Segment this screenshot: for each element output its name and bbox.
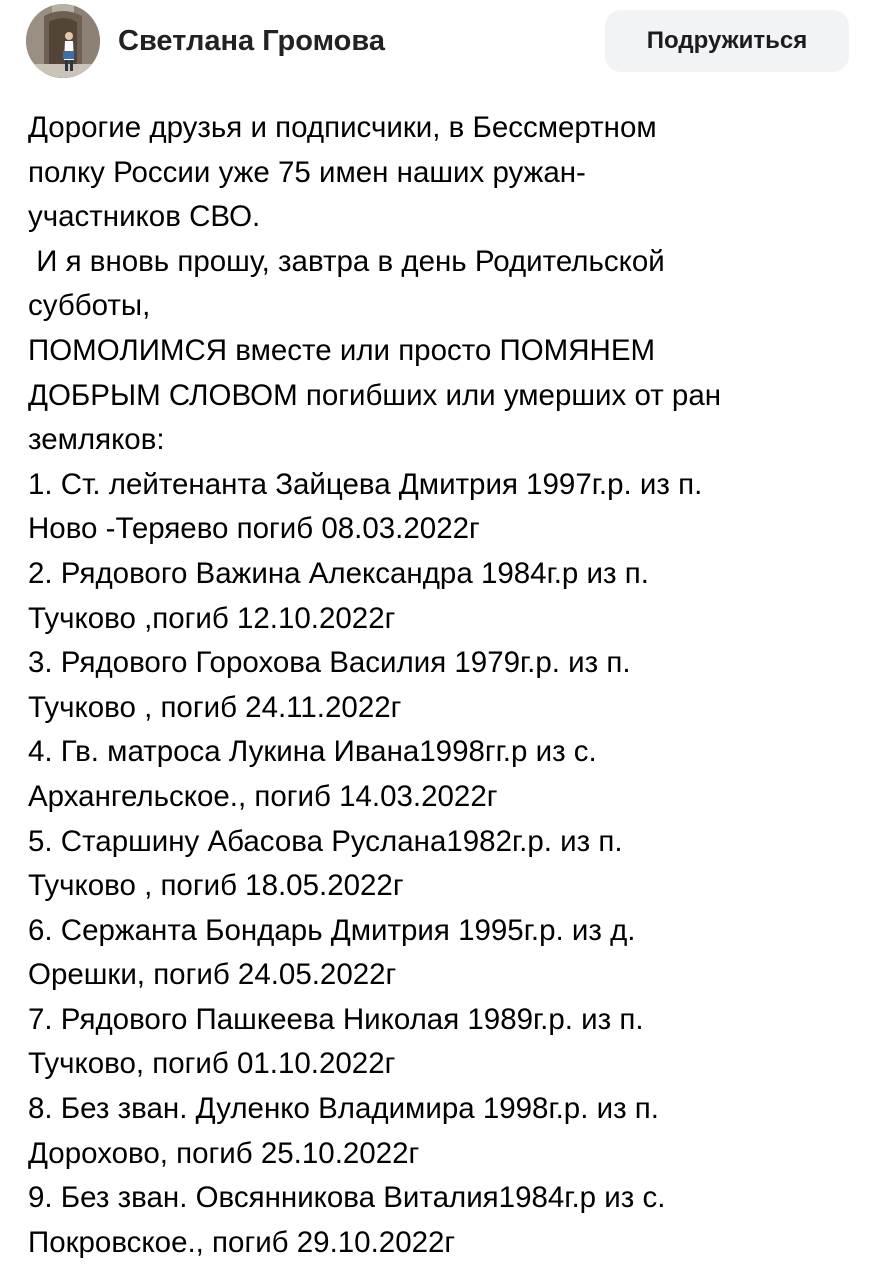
post-text-line: 8. Без зван. Дуленко Владимира 1998г.р. из п.: [28, 1092, 659, 1126]
post-text-line: ДОБРЫМ СЛОВОМ погибших или умерших от ран: [28, 378, 722, 412]
post-text-line: Дорохово, погиб 25.10.2022г: [28, 1136, 420, 1170]
profile-photo-icon: [26, 4, 100, 78]
author-name[interactable]: Светлана Громова: [118, 25, 385, 57]
post-text-line: Ново -Теряево погиб 08.03.2022г: [28, 512, 480, 546]
post-text-line: 1. Ст. лейтенанта Зайцева Дмитрия 1997г.р. из п.: [28, 467, 703, 501]
add-friend-button[interactable]: Подружиться: [605, 10, 849, 72]
post-text-line: 7. Рядового Пашкеева Николая 1989г.р. из п.: [28, 1002, 644, 1036]
post-text-line: Тучково , погиб 18.05.2022г: [28, 869, 404, 903]
post-text-line: Дорогие друзья и подписчики, в Бессмертном: [28, 111, 657, 144]
post-text-line: земляков:: [28, 423, 165, 457]
post-text-line: Орешки, погиб 24.05.2022г: [28, 958, 397, 992]
post-text-line: субботы,: [28, 289, 151, 323]
post-text: [28, 106, 868, 1265]
post-text-line: Тучково , погиб 24.11.2022г: [28, 690, 402, 724]
post-text-line: 9. Без зван. Овсянникова Виталия1984г.р из с.: [28, 1181, 666, 1215]
post-text-line: 6. Сержанта Бондарь Дмитрия 1995г.р. из д.: [28, 913, 636, 947]
avatar[interactable]: [26, 4, 100, 78]
post-text-line: 5. Старшину Абасова Руслана1982г.р. из п.: [28, 824, 623, 858]
post-text-line: Архангельское., погиб 14.03.2022г: [28, 779, 498, 813]
post-text-line: 3. Рядового Горохова Василия 1979г.р. из п.: [28, 646, 631, 680]
post-text-line: ПОМОЛИМСЯ вместе или просто ПОМЯНЕМ: [28, 333, 656, 367]
post-header: [0, 0, 876, 84]
post-text-line: Покровское., погиб 29.10.2022г: [28, 1225, 456, 1259]
post-text-line: участников СВО.: [28, 200, 261, 234]
post-text-line: Тучково, погиб 01.10.2022г: [28, 1047, 396, 1081]
post-text-line: полку России уже 75 имен наших ружан-: [28, 155, 586, 189]
post-text-line: Тучково ,погиб 12.10.2022г: [28, 601, 396, 635]
post-text-line: И я вновь прошу, завтра в день Родительской: [28, 244, 665, 278]
post-text-line: 2. Рядового Важина Александра 1984г.р из п.: [28, 556, 649, 590]
post-text-line: 4. Гв. матроса Лукина Ивана1998гг.р из с.: [28, 735, 597, 769]
